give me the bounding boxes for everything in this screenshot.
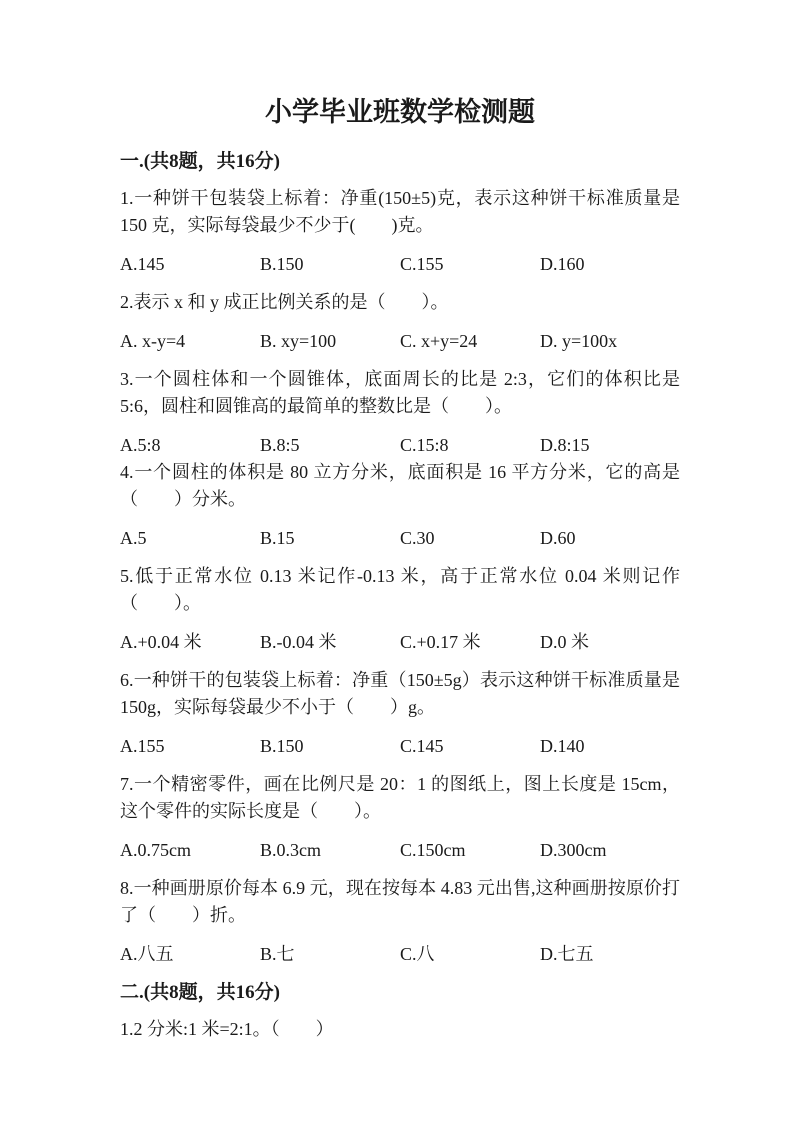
question-7-options (120, 837, 680, 864)
question-4 (120, 459, 680, 552)
option-b: B.150 (260, 254, 304, 274)
option-d: D. y=100x (540, 331, 618, 351)
option-d: D.60 (540, 528, 576, 548)
option-b: B.15 (260, 528, 295, 548)
section-two (120, 979, 680, 1043)
option-a: A.+0.04 米 (120, 632, 202, 652)
question-8 (120, 875, 680, 968)
option-c: C.+0.17 米 (400, 632, 481, 652)
option-b: B.0.3cm (260, 840, 321, 860)
question-6-options (120, 733, 680, 760)
option-c: C.30 (400, 528, 435, 548)
option-c: C.八 (400, 944, 435, 964)
option-d: D.160 (540, 254, 585, 274)
option-a: A.155 (120, 736, 165, 756)
option-a: A.八五 (120, 944, 174, 964)
question-8-text: 8.一种画册原价每本 6.9 元，现在按每本 4.83 元出售,这种画册按原价打了（ ）折。 (120, 878, 680, 925)
question-1-text: 1.一种饼干包装袋上标着：净重(150±5)克，表示这种饼干标准质量是 150 克，实际每袋最少不少于( )克。 (120, 188, 680, 235)
question-1 (120, 185, 680, 278)
option-a: A.0.75cm (120, 840, 191, 860)
question-5-options (120, 629, 680, 656)
section-one-heading: 一.(共8题，共16分) (120, 151, 280, 172)
option-c: C.145 (400, 736, 444, 756)
section-one (120, 148, 680, 968)
question-2-options (120, 328, 680, 355)
option-b: B.8:5 (260, 435, 300, 455)
option-b: B. xy=100 (260, 331, 337, 351)
question-5-text: 5.低于正常水位 0.13 米记作-0.13 米，高于正常水位 0.04 米则记作（ ）。 (120, 566, 680, 613)
option-c: C.15:8 (400, 435, 449, 455)
question-4-text: 4.一个圆柱的体积是 80 立方分米，底面积是 16 平方分米，它的高是（ ）分米。 (120, 462, 680, 509)
question-7 (120, 771, 680, 864)
option-b: B.150 (260, 736, 304, 756)
option-d: D.8:15 (540, 435, 590, 455)
section-two-heading: 二.(共8题，共16分) (120, 982, 280, 1003)
section-two-question-1 (120, 1016, 680, 1043)
option-d: D.0 米 (540, 632, 589, 652)
question-3-text: 3.一个圆柱体和一个圆锥体，底面周长的比是 2:3，它们的体积比是 5:6，圆柱和圆锥高的最简单的整数比是（ ）。 (120, 369, 680, 416)
option-d: D.300cm (540, 840, 607, 860)
option-a: A. x-y=4 (120, 331, 186, 351)
option-b: B.-0.04 米 (260, 632, 337, 652)
question-2-text: 2.表示 x 和 y 成正比例关系的是（ ）。 (120, 292, 449, 312)
question-2 (120, 289, 680, 355)
option-c: C.150cm (400, 840, 466, 860)
section-two-question-1-text: 1.2 分米:1 米=2:1。（ ） (120, 1019, 334, 1039)
question-7-text: 7.一个精密零件，画在比例尺是 20：1 的图纸上，图上长度是 15cm，这个零件的实际长度是（ ）。 (120, 774, 680, 821)
question-6 (120, 667, 680, 760)
question-3 (120, 366, 680, 459)
option-a: A.5:8 (120, 435, 161, 455)
question-3-options (120, 432, 680, 459)
option-c: C. x+y=24 (400, 331, 478, 351)
question-1-options (120, 251, 680, 278)
question-6-text: 6.一种饼干的包装袋上标着：净重（150±5g）表示这种饼干标准质量是 150g，实际每袋最少不小于（ ）g。 (120, 670, 680, 717)
option-c: C.155 (400, 254, 444, 274)
question-8-options (120, 941, 680, 968)
page-title: 小学毕业班数学检测题 (265, 97, 535, 127)
question-5 (120, 563, 680, 656)
option-a: A.145 (120, 254, 165, 274)
option-d: D.140 (540, 736, 585, 756)
option-d: D.七五 (540, 944, 594, 964)
option-b: B.七 (260, 944, 295, 964)
question-4-options (120, 525, 680, 552)
option-a: A.5 (120, 528, 147, 548)
